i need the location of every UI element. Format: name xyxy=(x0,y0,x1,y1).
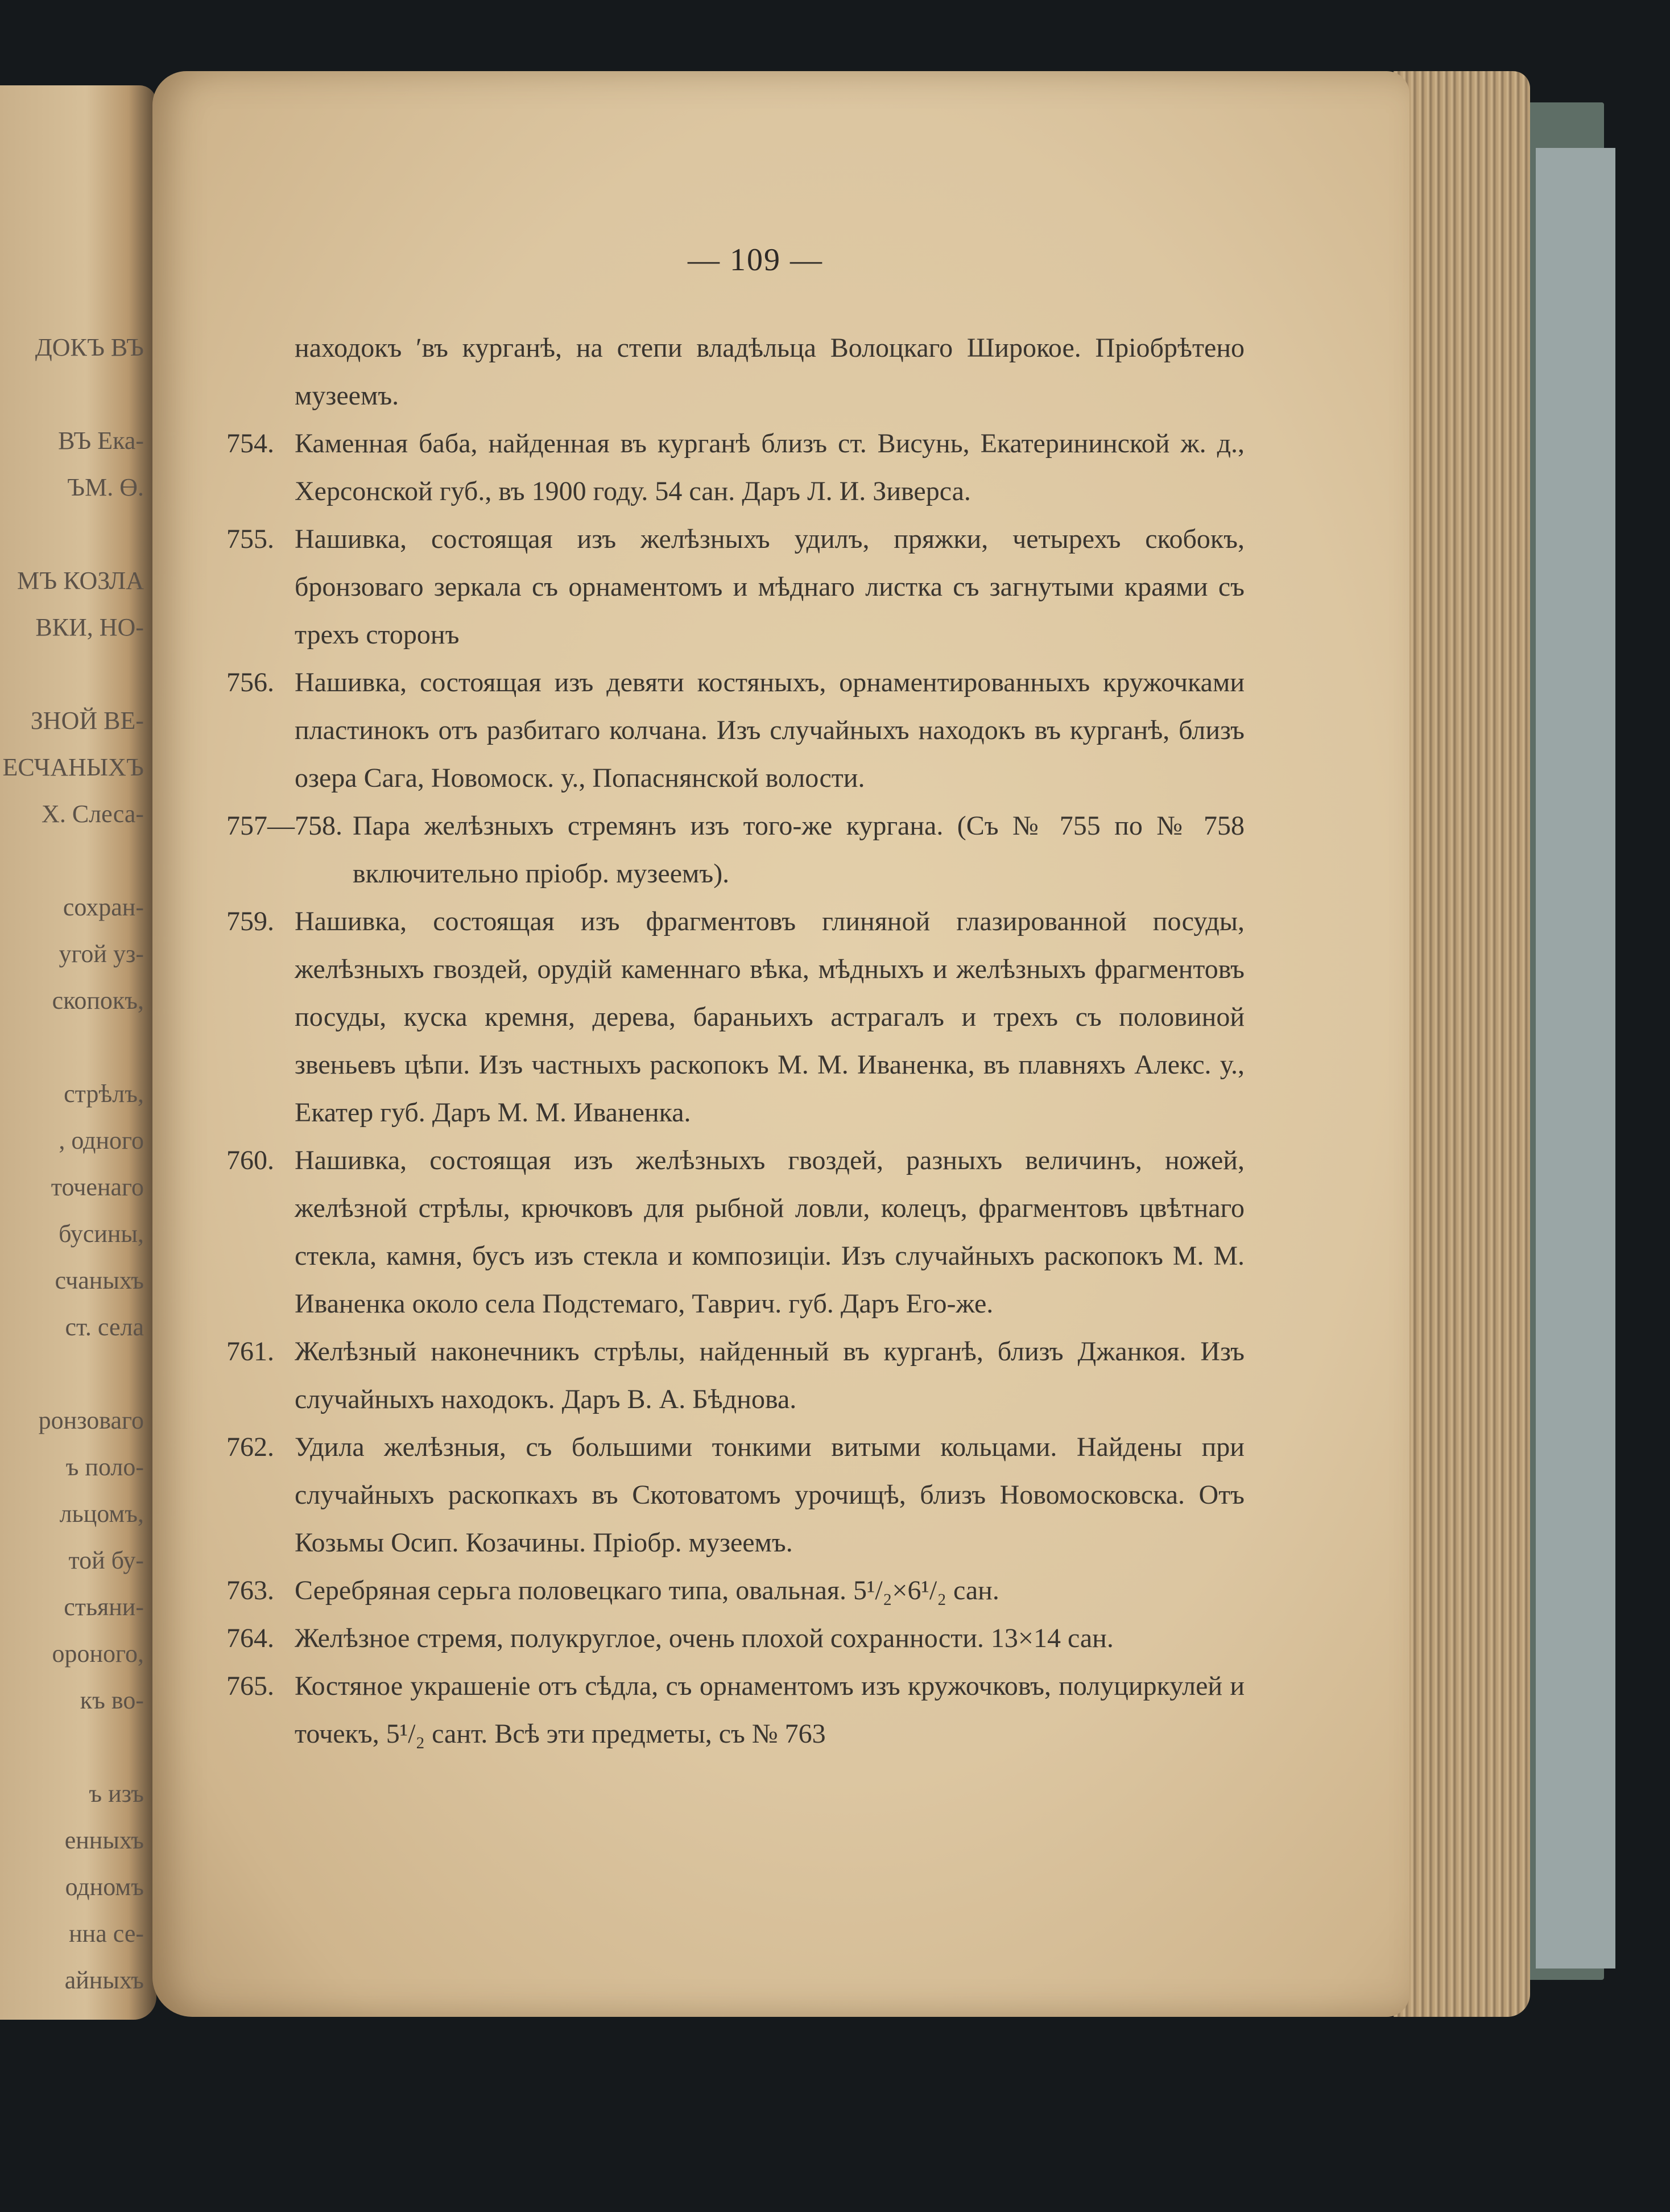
catalog-entry xyxy=(226,1567,1245,1615)
previous-page-line xyxy=(0,511,144,558)
previous-page-line: ВКИ, НО- xyxy=(35,613,144,641)
previous-page-line: ВЪ Ека- xyxy=(58,427,144,455)
previous-page-line xyxy=(0,1724,144,1771)
entry-number: 755. xyxy=(226,524,274,554)
entry-number: 765. xyxy=(226,1671,274,1701)
previous-page xyxy=(0,85,156,2020)
entry-text: Удила желѣзныя, съ большими тонкими витыми кольцами. Найдены при случайныхъ раскопкахъ въ Скотоватомъ урочищѣ, близъ Новомосковска. Отъ Козьмы Осип. Козачины. Пріобр. музеемъ. xyxy=(295,1432,1245,1558)
previous-page-line: ъ поло- xyxy=(65,1453,144,1481)
previous-page-line: угой уз- xyxy=(59,940,144,968)
previous-page-line: ЕСЧАНЫХЪ xyxy=(2,753,144,781)
entry-number: 756. xyxy=(226,667,274,698)
catalog-entry xyxy=(226,1423,1245,1567)
previous-page-line: , одного xyxy=(59,1126,144,1154)
previous-page-line: къ во- xyxy=(80,1686,144,1714)
previous-page-text xyxy=(0,324,144,2004)
previous-page-line: ъ изъ xyxy=(89,1780,144,1807)
catalog-entry xyxy=(226,898,1245,1137)
catalog-entry xyxy=(226,659,1245,802)
previous-page-line: Х. Слеса- xyxy=(42,800,144,828)
entry-text: Желѣзное стремя, полукруглое, очень плохой сохранности. 13×14 сан. xyxy=(295,1623,1114,1653)
previous-page-line xyxy=(0,1024,144,1071)
previous-page-line: стрѣлъ, xyxy=(64,1080,144,1108)
catalog-entry xyxy=(226,802,1245,898)
previous-page-line: енныхъ xyxy=(64,1826,144,1854)
entry-text: Нашивка, состоящая изъ желѣзныхъ удилъ, пряжки, четырехъ скобокъ, бронзоваго зеркала съ орнаментомъ и мѣднаго листка съ загнутыми краями съ трехъ сторонъ xyxy=(295,524,1245,650)
previous-page-line: ороного, xyxy=(52,1640,144,1668)
previous-page-line: ронзоваго xyxy=(38,1406,144,1434)
catalog-entry xyxy=(226,1615,1245,1662)
previous-page-line: ДОКЪ ВЪ xyxy=(35,333,144,361)
entry-text: Серебряная серьга половецкаго типа, овальная. 5¹/₂×6¹/₂ сан. xyxy=(295,1575,999,1606)
entry-number: 754. xyxy=(226,428,274,459)
previous-page-line: счаныхъ xyxy=(55,1266,144,1294)
previous-page-line: ст. села xyxy=(65,1313,144,1341)
entry-number: 760. xyxy=(226,1145,274,1175)
previous-page-line: льцомъ, xyxy=(59,1500,144,1528)
entry-number: 757—758. xyxy=(226,811,342,841)
entry-number: 762. xyxy=(226,1432,274,1462)
previous-page-line: айныхъ xyxy=(64,1966,144,1994)
previous-page-line: точенаго xyxy=(51,1173,144,1201)
page-number: — 109 — xyxy=(688,242,823,278)
entry-text: Пара желѣзныхъ стремянъ изъ того-же кургана. (Съ № 755 по № 758 включительно пріобр. музеемъ). xyxy=(353,811,1245,889)
catalog-entries xyxy=(226,324,1245,1758)
previous-page-line: ЪМ. Ө. xyxy=(67,473,144,501)
entry-text: находокъ ʹвъ курганѣ, на степи владѣльца Волоцкаго Широкое. Пріобрѣтено музеемъ. xyxy=(295,333,1245,411)
entry-text: Нашивка, состоящая изъ желѣзныхъ гвоздей, разныхъ величинъ, ножей, желѣзной стрѣлы, крючковъ для рыбной ловли, колецъ, фрагментовъ цвѣтнаго стекла, камня, бусъ изъ стекла и композиціи. Изъ случайныхъ раскопокъ М. М. Иваненка около села Подстемаго, Таврич. губ. Даръ Его-же. xyxy=(295,1145,1245,1319)
entry-number: 761. xyxy=(226,1336,274,1367)
previous-page-line: нна се- xyxy=(69,1920,144,1947)
previous-page-line: бусины, xyxy=(59,1220,144,1248)
previous-page-line: стьяни- xyxy=(64,1593,144,1621)
entry-text: Каменная баба, найденная въ курганѣ близъ ст. Висунь, Екатерининской ж. д., Херсонской губ., въ 1900 году. 54 сан. Даръ Л. И. Зиверса. xyxy=(295,428,1245,506)
catalog-entry xyxy=(226,1662,1245,1758)
entry-text: Костяное украшеніе отъ сѣдла, съ орнаментомъ изъ кружочковъ, полуциркулей и точекъ, 5¹/₂ сант. Всѣ эти предметы, съ № 763 xyxy=(295,1671,1245,1749)
book-cover-lining xyxy=(1536,148,1615,1968)
previous-page-line xyxy=(0,651,144,698)
catalog-entry xyxy=(226,420,1245,515)
previous-page-line: МЪ КОЗЛА xyxy=(17,567,144,595)
catalog-entry xyxy=(226,324,1245,420)
previous-page-line: одномъ xyxy=(65,1873,144,1901)
catalog-entry xyxy=(226,515,1245,659)
page-edges xyxy=(1394,71,1530,2017)
previous-page-line: ЗНОЙ ВЕ- xyxy=(30,707,144,734)
entry-number: 763. xyxy=(226,1575,274,1606)
catalog-entry xyxy=(226,1137,1245,1328)
entry-text: Нашивка, состоящая изъ девяти костяныхъ, орнаментированныхъ кружочками пластинокъ отъ разбитаго колчана. Изъ случайныхъ находокъ въ курганѣ, близъ озера Сага, Новомоск. у., Попаснянской волости. xyxy=(295,667,1245,793)
previous-page-line xyxy=(0,1351,144,1397)
entry-text: Желѣзный наконечникъ стрѣлы, найденный въ курганѣ, близъ Джанкоя. Изъ случайныхъ находокъ. Даръ В. А. Бѣднова. xyxy=(295,1336,1245,1414)
entry-text: Нашивка, состоящая изъ фрагментовъ глиняной глазированной посуды, желѣзныхъ гвоздей, орудій каменнаго вѣка, мѣдныхъ и желѣзныхъ фрагментовъ посуды, куска кремня, дерева, бараньихъ астрагалъ и трехъ съ половиной звеньевъ цѣпи. Изъ частныхъ раскопокъ М. М. Иваненка, въ плавняхъ Алекс. у., Екатер губ. Даръ М. М. Иваненка. xyxy=(295,906,1245,1128)
previous-page-line: той бу- xyxy=(68,1546,144,1574)
entry-number: 764. xyxy=(226,1623,274,1653)
entry-number: 759. xyxy=(226,906,274,936)
catalog-entry xyxy=(226,1328,1245,1423)
previous-page-line xyxy=(0,371,144,418)
previous-page-line xyxy=(0,837,144,884)
previous-page-line: сохран- xyxy=(63,893,144,921)
previous-page-line: скопокъ, xyxy=(52,987,144,1014)
